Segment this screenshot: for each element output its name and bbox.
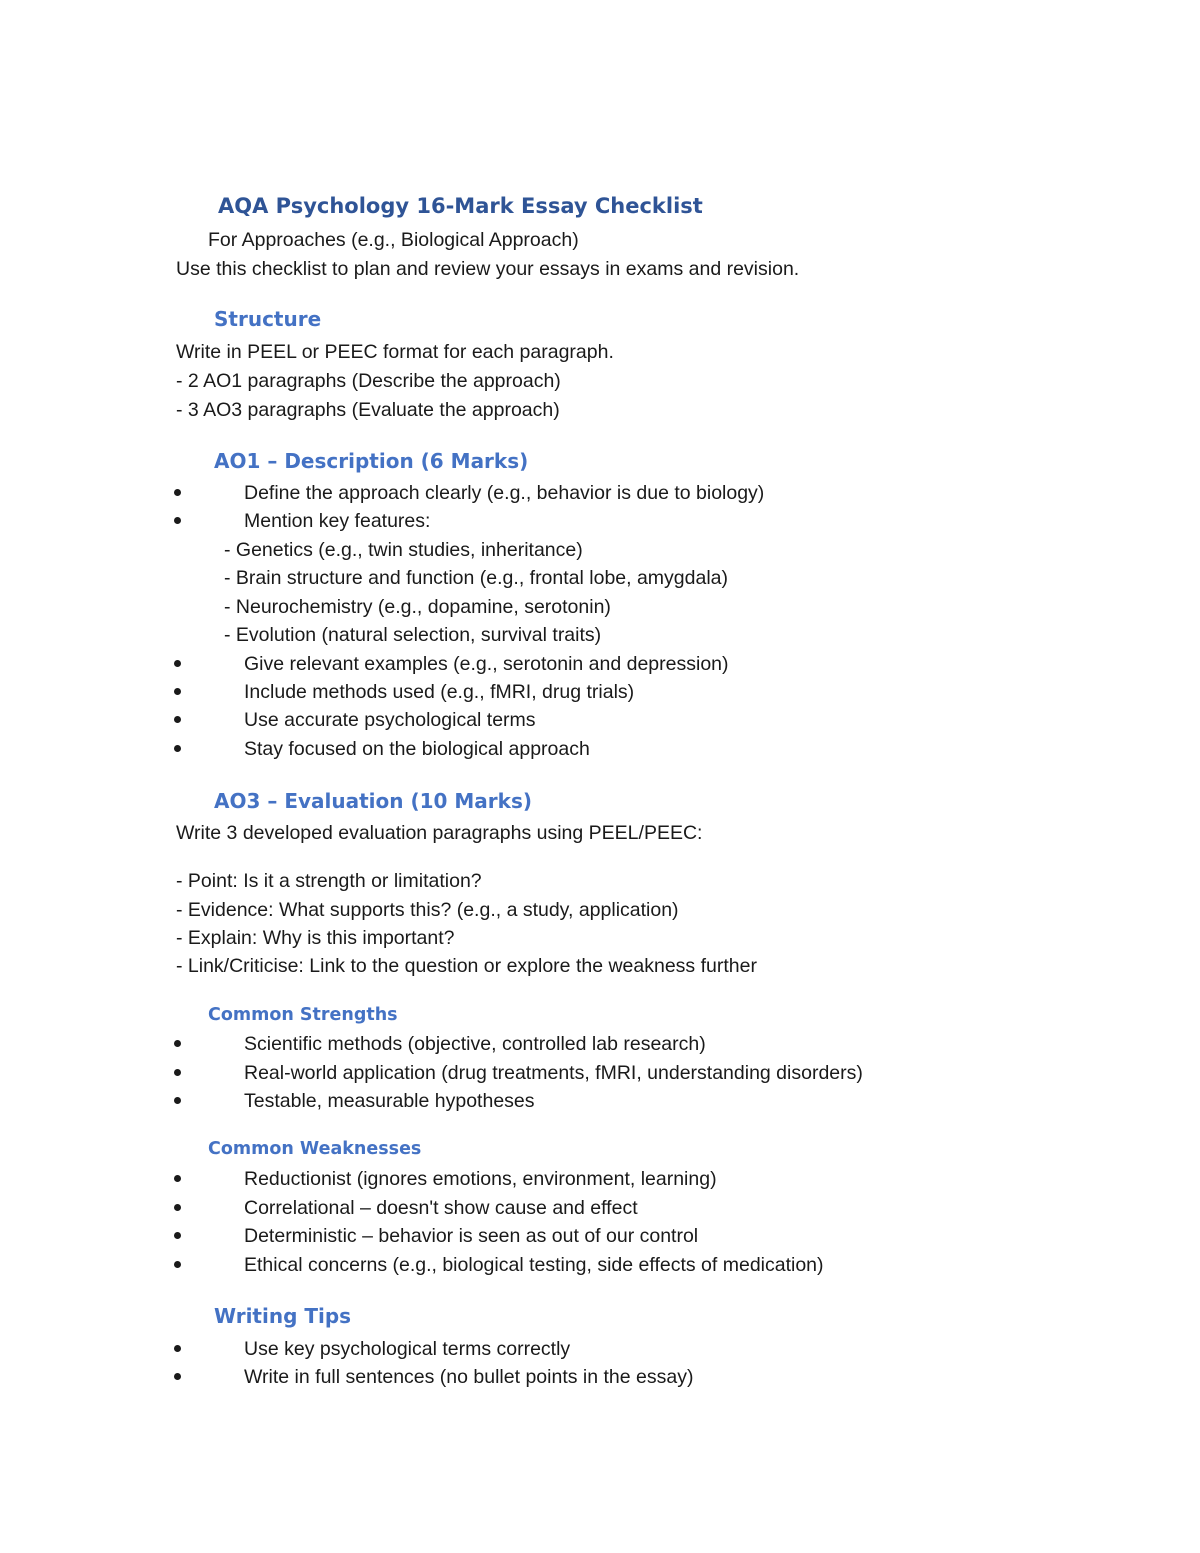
bullet-icon: [174, 1097, 181, 1104]
bullet-icon: [174, 1261, 181, 1268]
list-item: [0, 481, 1000, 505]
list-item-text: Correlational – doesn't show cause and effect: [244, 1197, 638, 1219]
structure-line: - 2 AO1 paragraphs (Describe the approach): [176, 370, 561, 392]
list-item-text: Write in full sentences (no bullet points in the essay): [244, 1366, 694, 1388]
list-item: [0, 1167, 1000, 1191]
bullet-icon: [174, 660, 181, 667]
ao3-step: - Link/Criticise: Link to the question or explore the weakness further: [176, 955, 757, 977]
list-item: [0, 1253, 1000, 1277]
list-item-text: Scientific methods (objective, controlled lab research): [244, 1033, 706, 1055]
list-item: [0, 1196, 1000, 1220]
list-item-text: Stay focused on the biological approach: [244, 738, 590, 760]
sub-item: - Genetics (e.g., twin studies, inheritance): [224, 539, 583, 561]
bullet-icon: [174, 716, 181, 723]
list-item-text: Ethical concerns (e.g., biological testing, side effects of medication): [244, 1254, 824, 1276]
list-item-text: Reductionist (ignores emotions, environment, learning): [244, 1168, 717, 1190]
ao3-intro: Write 3 developed evaluation paragraphs using PEEL/PEEC:: [176, 822, 703, 844]
weaknesses-heading: Common Weaknesses: [208, 1139, 422, 1159]
ao3-step: - Evidence: What supports this? (e.g., a study, application): [176, 899, 679, 921]
bullet-icon: [174, 745, 181, 752]
document-intro: Use this checklist to plan and review your essays in exams and revision.: [176, 258, 800, 280]
list-item: [0, 652, 1000, 676]
bullet-icon: [174, 517, 181, 524]
tips-heading: Writing Tips: [214, 1304, 352, 1328]
bullet-icon: [174, 1204, 181, 1211]
list-item: [0, 509, 1000, 533]
list-item: [0, 1337, 1000, 1361]
bullet-icon: [174, 1232, 181, 1239]
list-item: [0, 680, 1000, 704]
bullet-icon: [174, 1040, 181, 1047]
list-item: [0, 708, 1000, 732]
bullet-icon: [174, 1345, 181, 1352]
list-item-text: Give relevant examples (e.g., serotonin and depression): [244, 653, 729, 675]
list-item-text: Define the approach clearly (e.g., behavior is due to biology): [244, 482, 765, 504]
list-item: [0, 1061, 1000, 1085]
bullet-icon: [174, 688, 181, 695]
list-item-text: Include methods used (e.g., fMRI, drug trials): [244, 681, 635, 703]
bullet-icon: [174, 489, 181, 496]
sub-item: - Brain structure and function (e.g., frontal lobe, amygdala): [224, 567, 729, 589]
list-item: [0, 1089, 1000, 1113]
list-item-text: Use accurate psychological terms: [244, 709, 536, 731]
bullet-icon: [174, 1069, 181, 1076]
list-item-text: Testable, measurable hypotheses: [244, 1090, 535, 1112]
list-item: [0, 1365, 1000, 1389]
bullet-icon: [174, 1373, 181, 1380]
ao3-step: - Point: Is it a strength or limitation?: [176, 870, 482, 892]
list-item: [0, 1032, 1000, 1056]
sub-item: - Neurochemistry (e.g., dopamine, serotonin): [224, 596, 611, 618]
list-item-text: Deterministic – behavior is seen as out of our control: [244, 1225, 699, 1247]
sub-item: - Evolution (natural selection, survival traits): [224, 624, 602, 646]
ao3-step: - Explain: Why is this important?: [176, 927, 455, 949]
list-item-text: Real-world application (drug treatments, fMRI, understanding disorders): [244, 1062, 863, 1084]
document-subtitle: For Approaches (e.g., Biological Approach): [208, 229, 579, 251]
list-item-text: Use key psychological terms correctly: [244, 1338, 571, 1360]
structure-heading: Structure: [214, 307, 322, 331]
ao3-heading: AO3 – Evaluation (10 Marks): [214, 789, 533, 813]
structure-line: - 3 AO3 paragraphs (Evaluate the approach): [176, 399, 560, 421]
ao1-heading: AO1 – Description (6 Marks): [214, 449, 529, 473]
list-item: [0, 1224, 1000, 1248]
list-item-text: Mention key features:: [244, 510, 431, 532]
strengths-heading: Common Strengths: [208, 1005, 398, 1025]
document-title: AQA Psychology 16-Mark Essay Checklist: [218, 194, 703, 218]
structure-line: Write in PEEL or PEEC format for each paragraph.: [176, 341, 614, 363]
list-item: [0, 737, 1000, 761]
bullet-icon: [174, 1175, 181, 1182]
